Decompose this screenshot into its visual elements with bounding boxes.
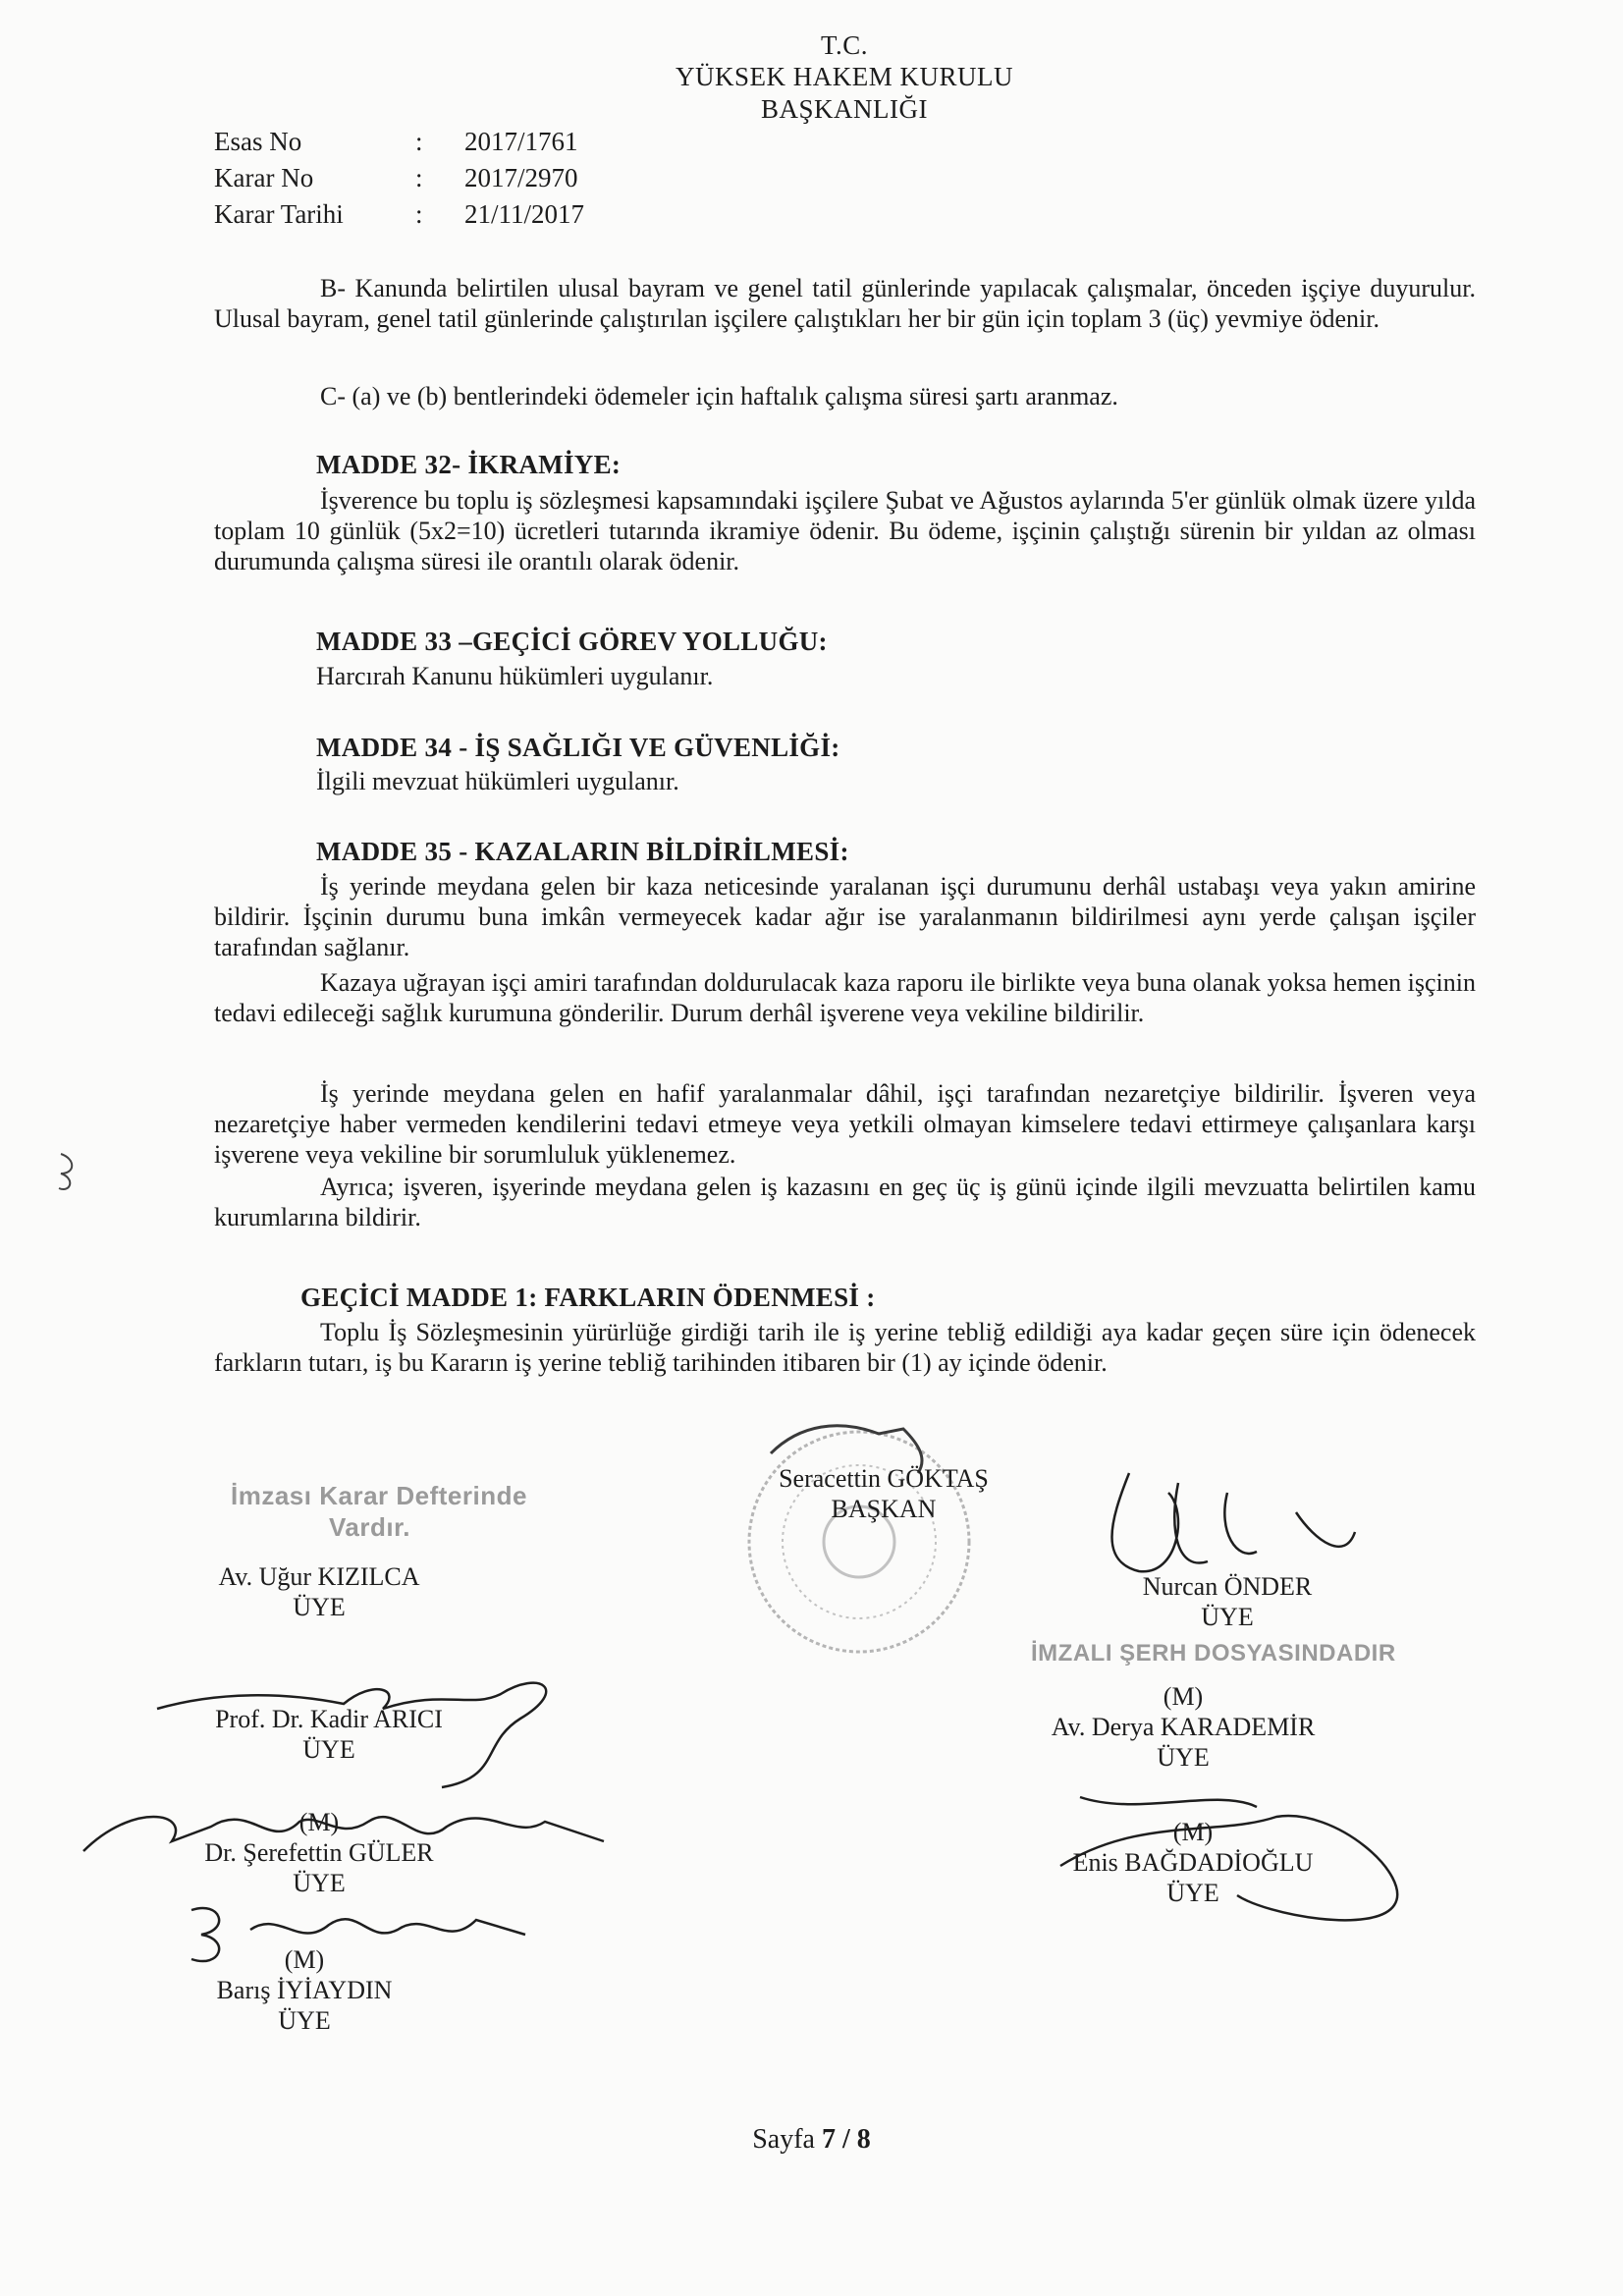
meta-value: 21/11/2017	[464, 199, 585, 229]
paragraph-b: B- Kanunda belirtilen ulusal bayram ve genel tatil günlerinde yapılacak çalışmalar, önceden işçiye duyurulur. Ulusal bayram, genel tatil günlerinde çalıştırılan işçilere çalıştıkları her bir gün için toplam 3 (üç) yevmiye ödenir.	[214, 274, 1476, 333]
member-signature-block	[157, 1561, 481, 1622]
meta-value: 2017/1761	[464, 127, 578, 156]
member-mark: (M)	[298, 1808, 340, 1836]
member-name: Enis BAĞDADİOĞLU	[1072, 1848, 1314, 1877]
member-role: ÜYE	[1201, 1603, 1254, 1631]
meta-esas-no	[214, 124, 578, 161]
madde-32-heading: MADDE 32- İKRAMİYE:	[316, 450, 622, 479]
meta-label: Esas No	[214, 127, 302, 156]
madde-35-heading: MADDE 35 - KAZALARIN BİLDİRİLMESİ:	[316, 837, 849, 866]
meta-label: Karar No	[214, 163, 314, 192]
member-signature-block	[167, 1704, 491, 1765]
madde-35-paragraph-3: İş yerinde meydana gelen en hafif yaralanmalar dâhil, işçi tarafından nezaretçiye bildirilir. İşveren veya nezaretçiye haber vermeden kendilerini tedavi etmeye veya yetkili olmayan kimselere tedavi ettirmeye çalışanlara karşı işverene veya vekiline bir sorumluluk yüklenemez.	[214, 1079, 1476, 1169]
madde-33-heading: MADDE 33 –GEÇİCİ GÖREV YOLLUĞU:	[316, 627, 828, 656]
page-separator: /	[841, 2124, 850, 2155]
president-signature-block	[727, 1463, 1041, 1524]
madde-32-text: İşverence bu toplu iş sözleşmesi kapsamındaki işçilere Şubat ve Ağustos aylarında 5'er günlük olmak üzere yılda toplam 10 günlük (5x2=10) ücretleri tutarında ikramiye ödenir. Bu ödeme, işçinin çalıştığı sürenin bir yıldan az olması durumunda çalışma süresi ile orantılı olarak ödenir.	[214, 486, 1476, 575]
member-role: ÜYE	[1166, 1879, 1219, 1907]
member-role: ÜYE	[278, 2006, 331, 2035]
member-role: ÜYE	[1157, 1743, 1210, 1772]
member-name: Dr. Şerefettin GÜLER	[204, 1838, 434, 1867]
header-institution: YÜKSEK HAKEM KURULU	[676, 62, 1013, 91]
stamp-signature-in-register: İmzası Karar Defterinde	[231, 1481, 527, 1510]
president-role: BAŞKAN	[831, 1495, 937, 1523]
page-footer	[0, 2124, 1623, 2156]
page-current: 7	[821, 2124, 836, 2155]
member-signature-block	[1026, 1817, 1360, 1908]
member-mark: (M)	[1172, 1818, 1214, 1846]
madde-35-paragraph-2: Kazaya uğrayan işçi amiri tarafından doldurulacak kaza raporu ile birlikte veya buna olanak yoksa hemen işçinin tedavi edileceği sağlık kurumuna gönderilir. Durum derhâl işverene veya vekiline bildirilir.	[214, 968, 1476, 1027]
madde-34-heading: MADDE 34 - İŞ SAĞLIĞI VE GÜVENLİĞİ:	[316, 733, 840, 762]
member-signature-block	[1075, 1571, 1380, 1632]
gecici-madde-1-heading: GEÇİCİ MADDE 1: FARKLARIN ÖDENMESİ :	[300, 1283, 876, 1312]
stamp-dissent-in-file: İMZALI ŞERH DOSYASINDADIR	[1031, 1640, 1396, 1667]
madde-34-text: İlgili mevzuat hükümleri uygulanır.	[316, 767, 679, 795]
member-role: ÜYE	[293, 1869, 346, 1897]
page-label: Sayfa	[752, 2124, 815, 2155]
member-signature-block	[172, 1807, 466, 1898]
member-role: ÜYE	[293, 1593, 346, 1621]
member-mark: (M)	[1163, 1682, 1204, 1711]
gecici-madde-1-text: Toplu İş Sözleşmesinin yürürlüğe girdiği tarih ile iş yerine tebliğ edildiği aya kadar geçen süre için ödenecek farkların tutarı, iş bu Kararın iş yerine tebliğ tarihinden itibaren bir (1) ay içinde ödenir.	[214, 1318, 1476, 1377]
page-total: 8	[856, 2124, 871, 2155]
header-tc: T.C.	[821, 30, 868, 60]
member-mark: (M)	[284, 1945, 325, 1974]
stamp-vardir: Vardır.	[329, 1512, 410, 1542]
madde-35-paragraph-1: İş yerinde meydana gelen bir kaza neticesinde yaralanan işçi durumunu derhâl ustabaşı veya yakın amirine bildirir. İşçinin durumu buna imkân vermeyecek kadar ağır ise yaralanmanın bildirilmesi aynı yerde çalışan işçiler tarafından sağlanır.	[214, 872, 1476, 961]
member-signature-block	[157, 1944, 452, 2036]
meta-value: 2017/2970	[464, 163, 578, 192]
president-name: Seracettin GÖKTAŞ	[779, 1464, 989, 1493]
meta-karar-no	[214, 160, 578, 197]
member-name: Av. Uğur KIZILCA	[218, 1562, 420, 1591]
member-name: Prof. Dr. Kadir ARICI	[215, 1705, 443, 1733]
meta-separator: :	[415, 199, 423, 229]
paragraph-c: C- (a) ve (b) bentlerindeki ödemeler için haftalık çalışma süresi şartı aranmaz.	[320, 382, 1118, 410]
official-seal-icon	[731, 1414, 987, 1669]
member-role: ÜYE	[302, 1735, 355, 1764]
meta-label: Karar Tarihi	[214, 199, 344, 229]
header-department: BAŞKANLIĞI	[761, 94, 928, 124]
madde-35-paragraph-4: Ayrıca; işveren, işyerinde meydana gelen iş kazasını en geç üç iş günü içinde ilgili mevzuatta belirtilen kamu kurumlarına bildirir.	[214, 1173, 1476, 1231]
member-name: Barış İYİAYDIN	[216, 1976, 393, 2004]
margin-mark-icon	[51, 1149, 81, 1198]
madde-33-text: Harcırah Kanunu hükümleri uygulanır.	[316, 662, 714, 690]
member-name: Av. Derya KARADEMİR	[1051, 1713, 1316, 1741]
meta-karar-tarihi	[214, 196, 584, 234]
member-name: Nurcan ÖNDER	[1142, 1572, 1313, 1601]
meta-separator: :	[415, 163, 423, 192]
member-signature-block	[1011, 1681, 1355, 1773]
meta-separator: :	[415, 127, 423, 156]
